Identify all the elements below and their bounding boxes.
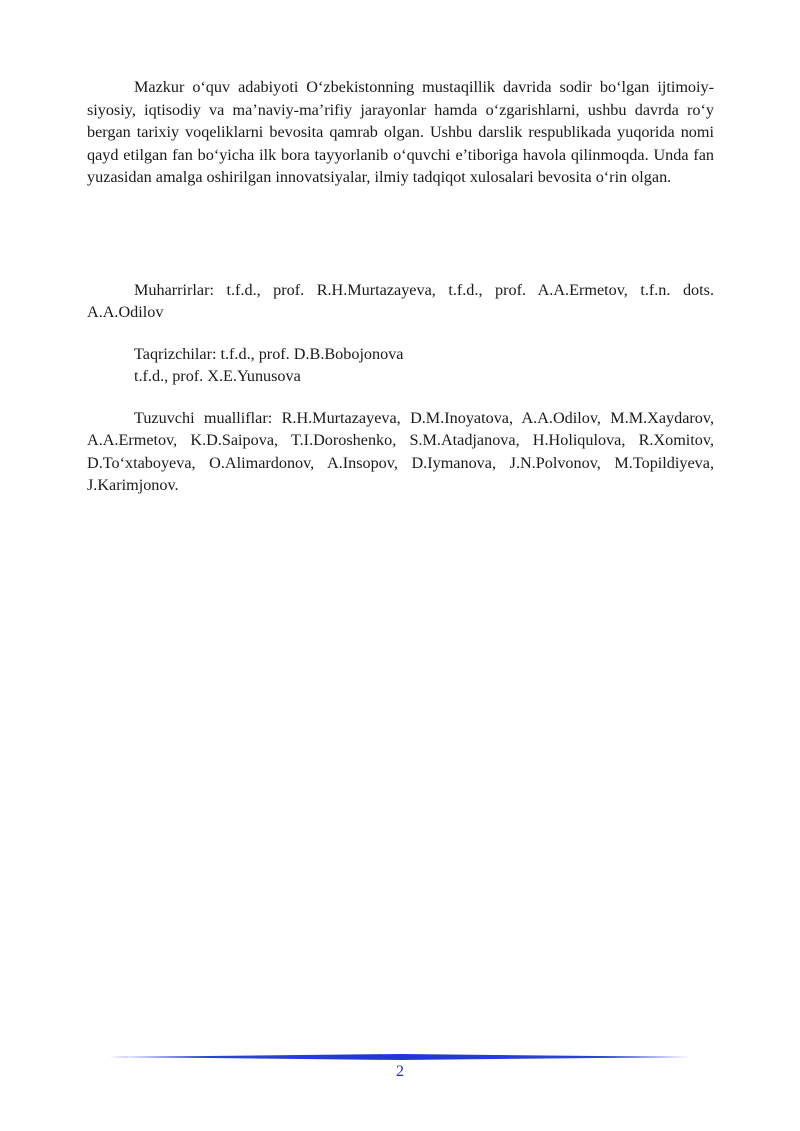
reviewers-line-1: Taqrizchilar: t.f.d., prof. D.B.Bobojonova	[134, 344, 404, 363]
document-page	[87, 76, 714, 497]
page-number: 2	[396, 1063, 404, 1080]
editors-paragraph: Muharrirlar: t.f.d., prof. R.H.Murtazayeva, t.f.d., prof. A.A.Ermetov, t.f.n. dots. A.A.Odilov	[87, 280, 714, 321]
intro-paragraph: Mazkur o‘quv adabiyoti O‘zbekistonning mustaqillik davrida sodir bo‘lgan ijtimoiy-siyosiy, iqtisodiy va maʼnaviy-maʼrifiy jarayonlar hamda o‘zgarishlarni, ushbu davrda ro‘y bergan tarixiy voqeliklarni bevosita qamrab olgan. Ushbu darslik respublikada yuqorida nomi qayd etilgan fan bo‘yicha ilk bora tayyorlanib o‘quvchi e’tiboriga havola qilinmoqda. Unda fan yuzasidan amalga oshirilgan innovatsiyalar, ilmiy tadqiqot xulosalari bevosita o‘rin olgan.	[87, 78, 714, 186]
reviewers-line-2: t.f.d., prof. X.E.Yunusova	[134, 367, 301, 385]
authors-paragraph: Tuzuvchi mualliflar: R.H.Murtazayeva, D.M.Inoyatova, A.A.Odilov, M.M.Xaydarov, A.A.Ermetov, K.D.Saipova, T.I.Doroshenko, S.M.Atadjanova, H.Holiqulova, R.Xomitov, D.To‘xtaboyeva, O.Alimardonov, A.Insopov, D.Iymanova, J.N.Polvonov, M.Topildiyeva, J.Karimjonov.	[87, 408, 714, 494]
footer-rule	[109, 1054, 691, 1060]
reviewers-block	[87, 343, 714, 388]
footer-rule-shape	[109, 1054, 691, 1060]
